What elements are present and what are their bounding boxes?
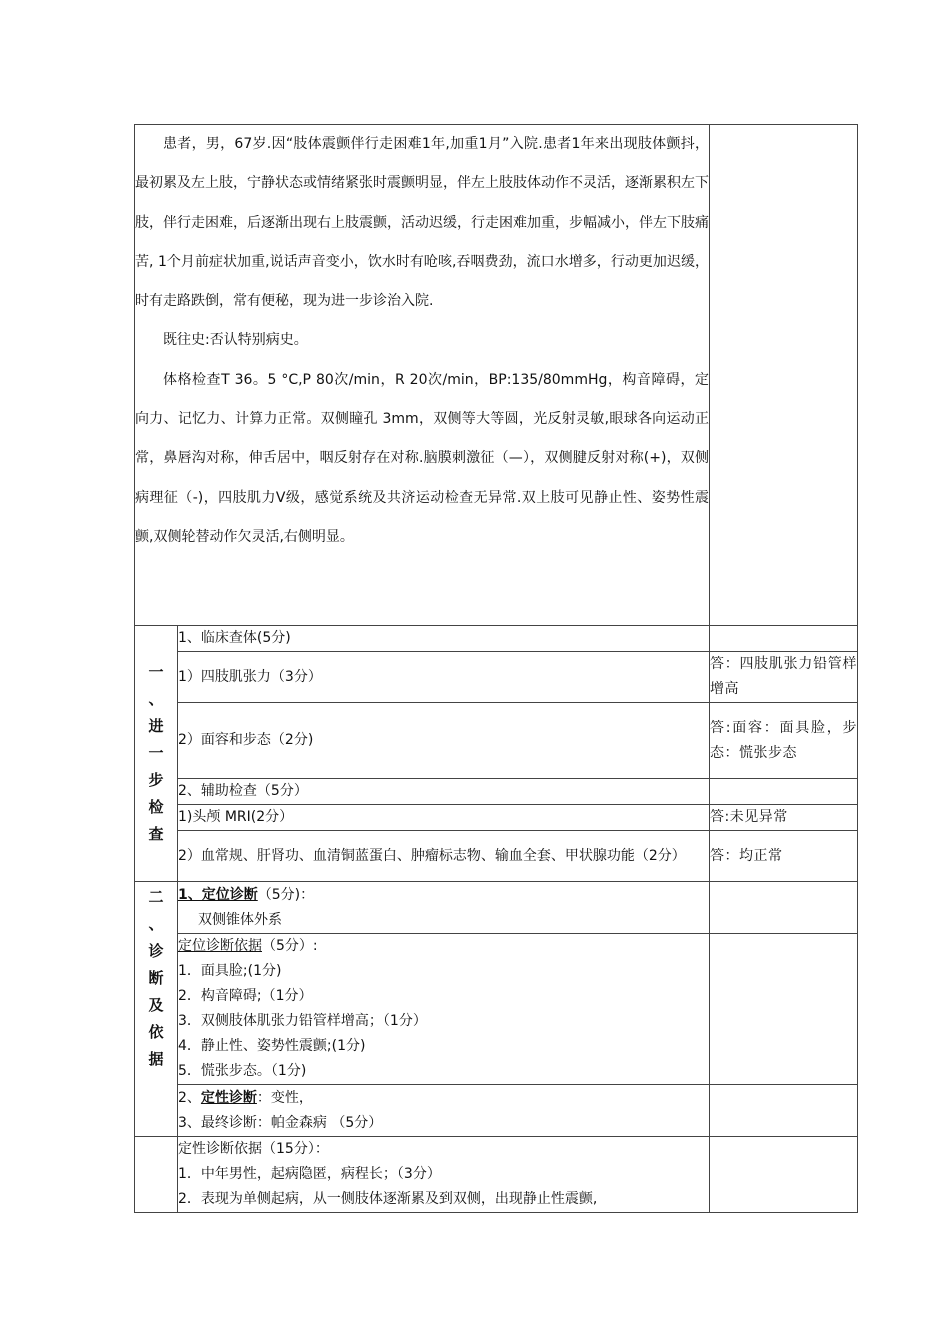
loc-score: （5分)： — [257, 886, 315, 903]
case-history: 患者，男，67岁.因“肢体震颤伴行走困难1年,加重1月”入院.患者1年来出现肢体颤抖，最初累及左上肢，宁静状态或情绪紧张时震颤明显，伴左上肢肢体动作不灵活，逐渐累积左下肢，伴行走困难，后逐渐出现右上肢震颤，活动迟缓，行走困难加重，步幅减小，伴左下肢痛苦, 1个月前症状加重,说话声音变小，饮水时有呛咳,吞咽费劲，流口水增多，行动更加迟缓，时有走路跌倒，常有便秘，现为进一步诊治入院. — [135, 136, 710, 310]
answer-cell — [710, 1137, 858, 1213]
section2-label-continued — [135, 1137, 178, 1213]
exam-answer — [710, 626, 858, 652]
loc-basis-title: 定位诊断依据 — [178, 938, 262, 954]
case-answer-cell — [710, 125, 858, 626]
loc-basis-item: 2．构音障碍;（1分） — [178, 988, 313, 1004]
qual-basis-title: 定性诊断依据（15分）： — [178, 1141, 329, 1157]
qual-value: ：变性， — [256, 1089, 313, 1106]
exam-item: 1、临床查体(5分) — [178, 626, 710, 652]
qual-basis-item: 1．中年男性，起病隐匿，病程长；（3分） — [178, 1166, 441, 1182]
exam-item: 2、辅助检查（5分） — [178, 779, 710, 805]
physical-exam: 体格检查T 36。5 °C,P 80次/min，R 20次/min，BP:135/80mmHg，构音障碍，定向力、记忆力、计算力正常。双侧瞳孔 3mm，双侧等大等圆，光反射灵敏,眼球各向运动正常，鼻唇沟对称，伸舌居中，咽反射存在对称.脑膜刺激征（—），双侧腱反射对称(+)，双侧病理征（-)，四肢肌力Ⅴ级，感觉系统及共济运动检查无异常.双上肢可见静止性、姿势性震颤,双侧轮替动作欠灵活,右侧明显。 — [135, 371, 710, 545]
past-history: 既往史:否认特别病史。 — [163, 332, 308, 349]
loc-value: 双侧锥体外系 — [198, 911, 282, 928]
qual-basis-item: 2．表现为单侧起病，从一侧肢体逐渐累及到双侧，出现静止性震颤, — [178, 1191, 598, 1207]
exam-item: 2）面容和步态（2分) — [178, 703, 710, 779]
loc-basis-item: 1．面具脸;(1分) — [178, 963, 282, 979]
qual-title: 定性诊断 — [200, 1089, 257, 1106]
qualitative-basis — [178, 1137, 710, 1213]
exam-answer: 答：四肢肌张力铅管样增高 — [710, 652, 858, 703]
exam-item: 2）血常规、肝肾功、血清铜蓝蛋白、肿瘤标志物、输血全套、甲状腺功能（2分） — [178, 831, 710, 882]
case-table — [134, 124, 858, 1213]
exam-item: 1)头颅 MRI(2分） — [178, 805, 710, 831]
loc-basis-item: 4．静止性、姿势性震颤;(1分) — [178, 1038, 366, 1054]
exam-answer: 答:未见异常 — [710, 805, 858, 831]
loc-basis-item: 5．慌张步态。（1分) — [178, 1063, 307, 1079]
case-description — [135, 125, 710, 626]
exam-item: 1）四肢肌张力（3分） — [178, 652, 710, 703]
loc-basis-score: （5分）: — [262, 938, 318, 954]
exam-answer: 答：均正常 — [710, 831, 858, 882]
section1-label: 一 、 进 一 步 检 查 — [135, 626, 178, 882]
localization-basis — [178, 934, 710, 1085]
exam-answer — [710, 779, 858, 805]
qualitative-diagnosis — [178, 1085, 710, 1137]
exam-answer: 答:面容：面具脸，步态：慌张步态 — [710, 703, 858, 779]
final-diagnosis: 3、最终诊断：帕金森病 （5分） — [178, 1114, 383, 1131]
answer-cell — [710, 882, 858, 934]
loc-basis-item: 3．双侧肢体肌张力铅管样增高；（1分） — [178, 1013, 427, 1029]
answer-cell — [710, 1085, 858, 1137]
localization-diagnosis — [178, 882, 710, 934]
loc-title: 1、定位诊断 — [178, 886, 258, 903]
qual-prefix: 2、 — [178, 1089, 201, 1106]
section2-label: 二 、 诊 断 及 依 据 — [135, 882, 178, 1137]
answer-cell — [710, 934, 858, 1085]
